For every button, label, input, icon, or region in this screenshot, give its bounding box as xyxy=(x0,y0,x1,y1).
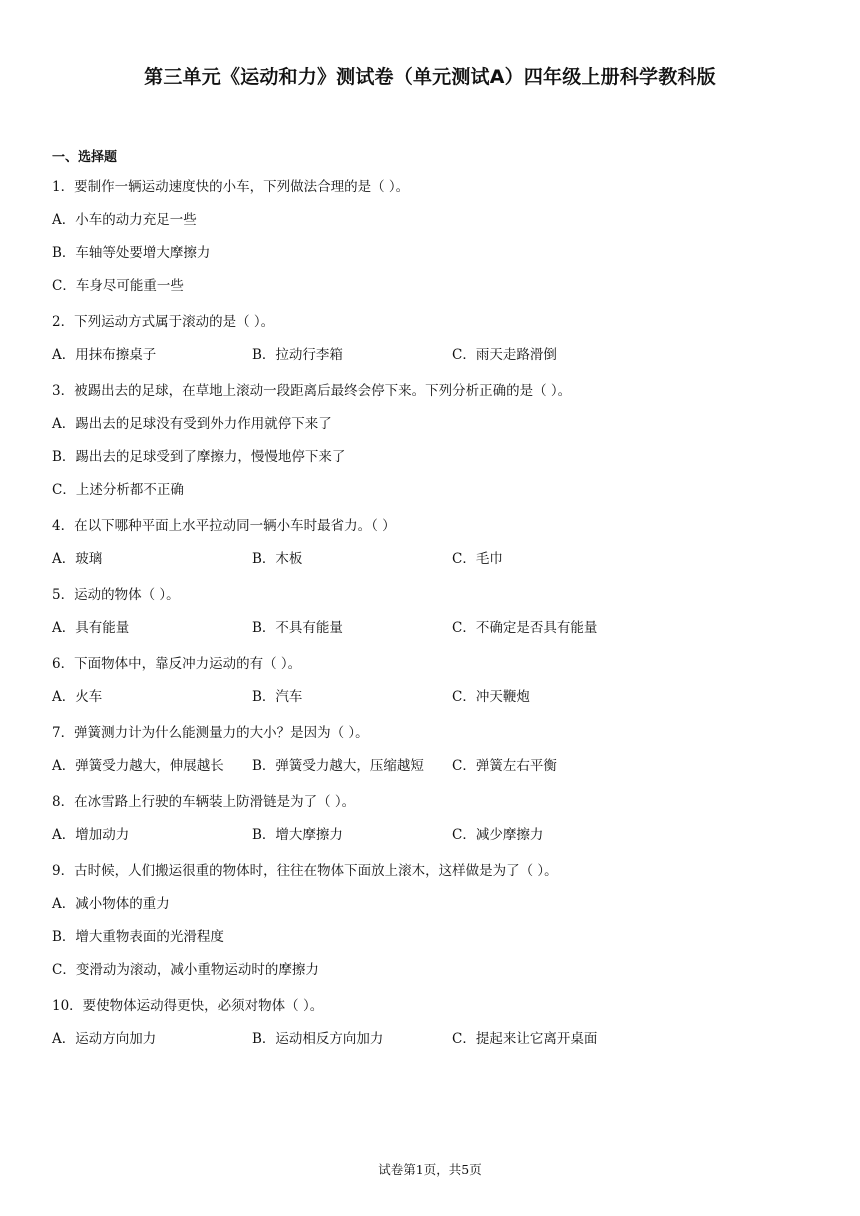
option-list xyxy=(52,617,832,639)
question-6 xyxy=(52,653,832,722)
option-list xyxy=(52,686,832,708)
section-heading: 一、选择题 xyxy=(52,150,118,165)
option-c: C．冲天鞭炮 xyxy=(452,689,530,705)
question-stem: 5．运动的物体（ ）。 xyxy=(52,587,180,603)
question-3 xyxy=(52,380,832,515)
option-c: C．车身尽可能重一些 xyxy=(52,278,184,294)
option-c: C．弹簧左右平衡 xyxy=(452,758,557,774)
option-c: C．毛巾 xyxy=(452,551,503,567)
question-stem: 2．下列运动方式属于滚动的是（ ）。 xyxy=(52,314,275,330)
option-b: B．增大重物表面的光滑程度 xyxy=(52,929,224,945)
option-a: A．踢出去的足球没有受到外力作用就停下来了 xyxy=(52,416,332,432)
option-b: B．汽车 xyxy=(252,689,303,705)
option-c: C．变滑动为滚动，减小重物运动时的摩擦力 xyxy=(52,962,319,978)
option-b: B．踢出去的足球受到了摩擦力，慢慢地停下来了 xyxy=(52,449,346,465)
page-footer: 试卷第1页，共5页 xyxy=(378,1162,482,1177)
option-list xyxy=(52,413,832,501)
option-a: A．运动方向加力 xyxy=(52,1031,157,1047)
question-5 xyxy=(52,584,832,653)
question-9 xyxy=(52,860,832,995)
option-c: C．雨天走路滑倒 xyxy=(452,347,557,363)
option-list xyxy=(52,344,832,366)
option-b: B．增大摩擦力 xyxy=(252,827,343,843)
question-2 xyxy=(52,311,832,380)
question-1 xyxy=(52,176,832,311)
question-stem: 4．在以下哪种平面上水平拉动同一辆小车时最省力。（ ） xyxy=(52,518,396,534)
option-list xyxy=(52,755,832,777)
question-stem: 9．古时候，人们搬运很重的物体时，往往在物体下面放上滚木，这样做是为了（ ）。 xyxy=(52,863,558,879)
option-a: A．具有能量 xyxy=(52,620,130,636)
option-a: A．火车 xyxy=(52,689,103,705)
option-a: A．减小物体的重力 xyxy=(52,896,170,912)
question-stem: 3．被踢出去的足球，在草地上滚动一段距离后最终会停下来。下列分析正确的是（ ）。 xyxy=(52,383,572,399)
option-list xyxy=(52,548,832,570)
option-c: C．减少摩擦力 xyxy=(452,827,544,843)
option-list xyxy=(52,893,832,981)
question-stem: 7．弹簧测力计为什么能测量力的大小？是因为（ ）。 xyxy=(52,725,369,741)
option-list xyxy=(52,1028,832,1050)
option-a: A．玻璃 xyxy=(52,551,103,567)
question-stem: 1．要制作一辆运动速度快的小车，下列做法合理的是（ ）。 xyxy=(52,179,410,195)
question-stem: 6．下面物体中，靠反冲力运动的有（ ）。 xyxy=(52,656,302,672)
question-7 xyxy=(52,722,832,791)
page-title: 第三单元《运动和力》测试卷（单元测试A）四年级上册科学教科版 xyxy=(144,66,716,88)
option-list xyxy=(52,824,832,846)
question-4 xyxy=(52,515,832,584)
question-stem: 8．在冰雪路上行驶的车辆装上防滑链是为了（ ）。 xyxy=(52,794,356,810)
option-c: C．上述分析都不正确 xyxy=(52,482,184,498)
option-b: B．弹簧受力越大，压缩越短 xyxy=(252,758,424,774)
option-c: C．不确定是否具有能量 xyxy=(452,620,598,636)
option-a: A．小车的动力充足一些 xyxy=(52,212,197,228)
option-b: B．拉动行李箱 xyxy=(252,347,343,363)
option-c: C．提起来让它离开桌面 xyxy=(452,1031,598,1047)
question-stem: 10．要使物体运动得更快，必须对物体（ ）。 xyxy=(52,998,324,1014)
option-list xyxy=(52,209,832,297)
option-b: B．车轴等处要增大摩擦力 xyxy=(52,245,211,261)
question-list xyxy=(52,176,832,1050)
option-b: B．不具有能量 xyxy=(252,620,343,636)
option-a: A．增加动力 xyxy=(52,827,130,843)
question-10 xyxy=(52,995,832,1050)
option-b: B．木板 xyxy=(252,551,303,567)
option-b: B．运动相反方向加力 xyxy=(252,1031,384,1047)
question-8 xyxy=(52,791,832,860)
option-a: A．用抹布擦桌子 xyxy=(52,347,157,363)
option-a: A．弹簧受力越大，伸展越长 xyxy=(52,758,224,774)
